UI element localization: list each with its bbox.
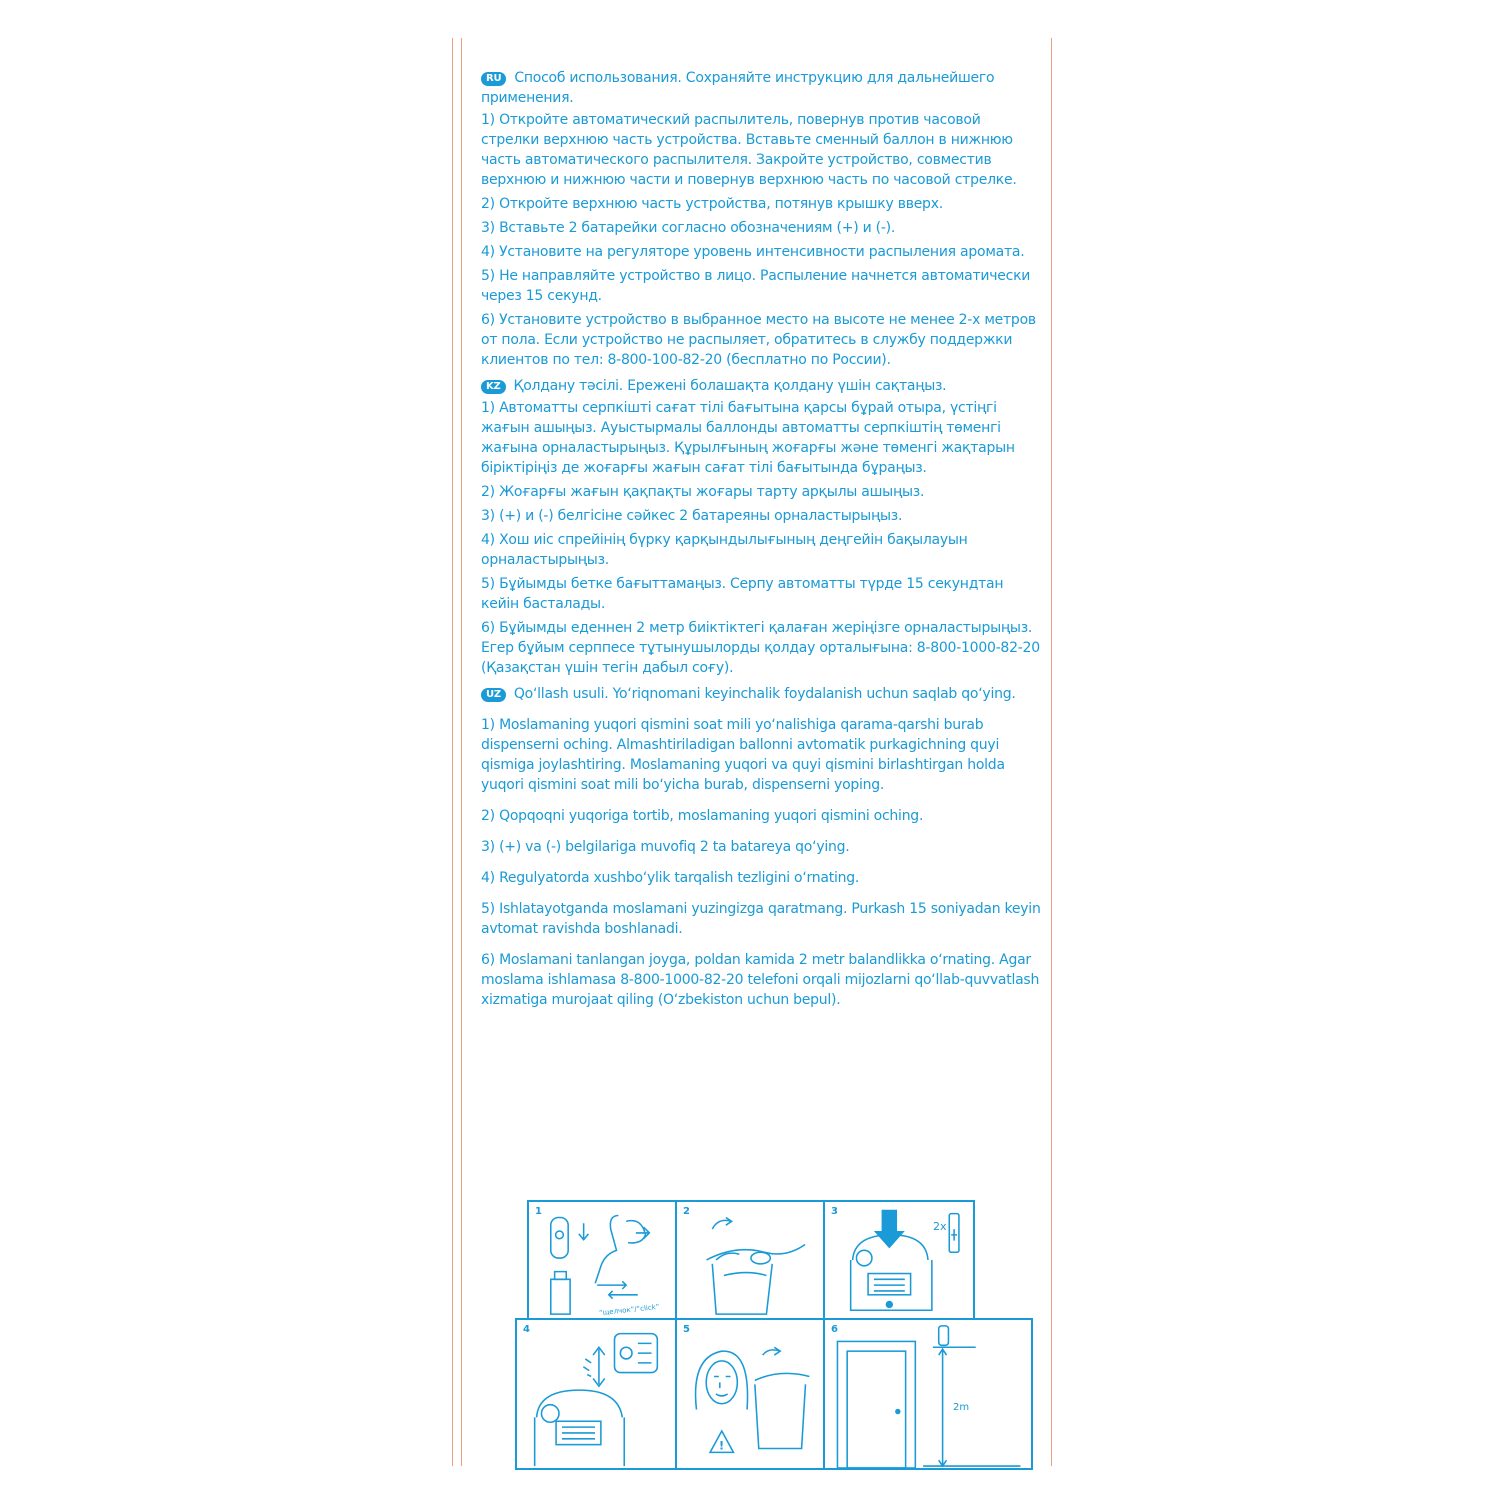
uz-badge: UZ <box>481 688 506 702</box>
uz-step-1: 1) Moslamaning yuqori qismini soat mili yo‘nalishiga qarama-qarshi burab dispenserni oching. Almashtiriladigan ballonni avtomatik purkagichning quyi qismiga joylashtiring. Moslamaning yuqori va quyi qismini birlashtirgan holda yuqori qismini soat mili bo‘yicha burab, dispenserni yoping. <box>481 717 1005 793</box>
kz-step-2: 2) Жоғарғы жағын қақпақты жоғары тарту арқылы ашыңыз. <box>481 484 925 500</box>
diagram-panel-5 <box>675 1318 825 1470</box>
section-uz <box>481 684 1041 1010</box>
panel-number: 2 <box>683 1206 690 1217</box>
kz-step-4: 4) Хош иіс спрейінің бүрку қарқындылығының деңгейін бақылауын орналастырыңыз. <box>481 532 968 568</box>
panel-number: 4 <box>523 1324 530 1335</box>
kz-step-1: 1) Автоматты серпкішті сағат тілі бағытына қарсы бұрай отыра, үстіңгі жағын ашыңыз. Ауыстырмалы баллонды автоматты серпкіштің төменгі жағына орналастырыңыз. Құрылғының жоғарғы және төменгі жақтарын біріктіріңіз де жоғарғы жағын сағат тілі бағытында бұраңыз. <box>481 400 1015 476</box>
uz-step-4: 4) Regulyatorda xushbo‘ylik tarqalish tezligini o‘rnating. <box>481 870 860 886</box>
instruction-text <box>481 68 1041 1021</box>
section-ru <box>481 68 1041 370</box>
uz-step-5: 5) Ishlatayotganda moslamani yuzingizga qaratmang. Purkash 15 soniyadan keyin avtomat ravishda boshlanadi. <box>481 901 1041 937</box>
diagram-panel-4 <box>515 1318 677 1470</box>
lid-open-illustration <box>677 1202 823 1318</box>
uz-step-3: 3) (+) va (-) belgilariga muvofiq 2 ta batareya qo‘ying. <box>481 839 850 855</box>
ru-badge: RU <box>481 72 506 86</box>
click-caption: “щелчок”/“click” <box>598 1302 660 1318</box>
panel-number: 1 <box>535 1206 542 1217</box>
step-diagram <box>515 1200 1045 1474</box>
ru-step-6: 6) Установите устройство в выбранное место на высоте не менее 2-х метров от пола. Если устройство не распыляет, обратитесь в службу поддержки клиентов по тел: 8-800-100-82-20 (бесплатно по России). <box>481 312 1036 368</box>
ru-step-2: 2) Откройте верхнюю часть устройства, потянув крышку вверх. <box>481 196 943 212</box>
diagram-panel-6 <box>823 1318 1033 1470</box>
panel-number: 3 <box>831 1206 838 1217</box>
uz-heading <box>481 684 1041 704</box>
intensity-setting-illustration <box>517 1320 675 1468</box>
uz-heading-text: Qo‘llash usuli. Yo‘riqnomani keyinchalik foydalanish uchun saqlab qo‘ying. <box>513 686 1016 702</box>
panel-number: 5 <box>683 1324 690 1335</box>
ru-step-4: 4) Установите на регуляторе уровень интенсивности распыления аромата. <box>481 244 1025 260</box>
height-caption: 2m <box>953 1402 970 1413</box>
mounting-height-illustration <box>825 1320 1031 1468</box>
diagram-panel-3 <box>823 1200 975 1320</box>
ru-heading-text: Способ использования. Сохраняйте инструкцию для дальнейшего применения. <box>481 70 995 106</box>
battery-insert-illustration <box>825 1202 973 1318</box>
kz-step-3: 3) (+) и (-) белгісіне сәйкес 2 батареяны орналастырыңыз. <box>481 508 903 524</box>
diagram-panel-1 <box>527 1200 677 1320</box>
panel-number: 6 <box>831 1324 838 1335</box>
battery-count-caption: 2x <box>933 1220 947 1233</box>
uz-step-2: 2) Qopqoqni yuqoriga tortib, moslamaning yuqori qismini oching. <box>481 808 924 824</box>
diagram-panel-2 <box>675 1200 825 1320</box>
ru-heading <box>481 68 1041 108</box>
kz-heading <box>481 376 1041 396</box>
face-warning-illustration <box>677 1320 823 1468</box>
ru-step-5: 5) Не направляйте устройство в лицо. Распыление начнется автоматически через 15 секунд. <box>481 268 1031 304</box>
kz-step-6: 6) Бұйымды еденнен 2 метр биіктіктегі қалаған жеріңізге орналастырыңыз. Егер бұйым серппесе тұтынушылорды қолдау орталығына: 8-800-1000-82-20 (Қазақстан үшін тегін дабыл соғу). <box>481 620 1040 676</box>
dispenser-open-illustration <box>529 1202 675 1318</box>
ru-step-1: 1) Откройте автоматический распылитель, повернув против часовой стрелки верхнюю часть устройства. Вставьте сменный баллон в нижнюю часть автоматического распылителя. Закройте устройство, совместив верхнюю и нижнюю части и повернув верхнюю часть по часовой стрелке. <box>481 112 1017 188</box>
uz-step-6: 6) Moslamani tanlangan joyga, poldan kamida 2 metr balandlikka o‘rnating. Agar moslama ishlamasa 8-800-1000-82-20 telefoni orqali mijozlarni qo‘llab-quvvatlash xizmatiga murojaat qiling (O‘zbekiston uchun bepul). <box>481 952 1040 1008</box>
kz-badge: KZ <box>481 380 506 394</box>
svg-text:!: ! <box>718 1438 725 1453</box>
kz-heading-text: Қолдану тәсілі. Ережені болашақта қолдану үшін сақтаңыз. <box>513 378 947 394</box>
instruction-sheet <box>452 38 1052 1466</box>
ru-step-3: 3) Вставьте 2 батарейки согласно обозначениям (+) и (-). <box>481 220 896 236</box>
section-kz <box>481 376 1041 678</box>
kz-step-5: 5) Бұйымды бетке бағыттамаңыз. Серпу автоматты түрде 15 секундтан кейін басталады. <box>481 576 1004 612</box>
